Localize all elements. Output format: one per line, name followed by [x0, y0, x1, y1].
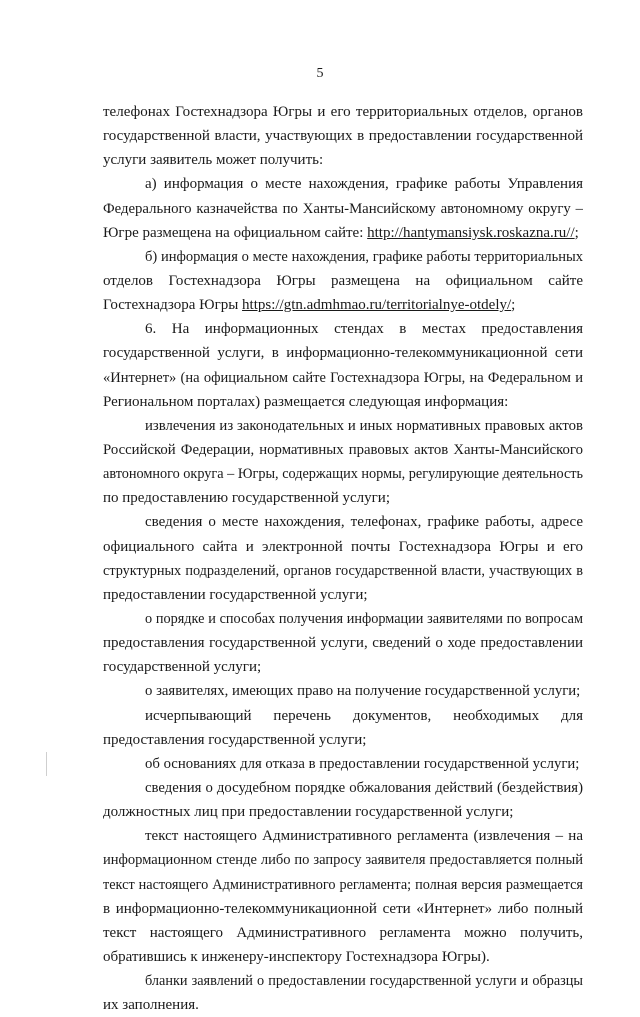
text-segment: Федерального казначейства по Ханты-Мансийскому автономному округу – [103, 200, 583, 217]
text-segment: автономного округа – Югры, содержащих нормы, регулирующие деятельность [103, 466, 583, 483]
text-segment: официального сайта и электронной почты Гостехнадзора Югры и его [103, 538, 583, 555]
text-segment: сведения о месте нахождения, телефонах, графике работы, адресе [145, 514, 583, 531]
text-line [103, 728, 583, 752]
text-line [103, 293, 583, 317]
text-segment: о порядке и способах получения информации заявителями по вопросам [145, 610, 583, 627]
text-segment: предоставлении государственной услуги; [103, 586, 368, 603]
text-segment: Региональном порталах) размещается следующая информация: [103, 393, 509, 410]
text-segment: предоставления государственной услуги, сведений о ходе предоставлении [103, 635, 583, 652]
text-line [103, 172, 583, 196]
text-segment: текст настоящего Административного регламента (извлечения – на [145, 828, 583, 845]
text-segment: текст настоящего Административного регламента можно получить, [103, 924, 583, 941]
text-segment: б) информация о месте нахождения, графике работы территориальных [145, 248, 583, 265]
text-line [103, 776, 583, 800]
text-line [103, 559, 583, 583]
text-line [103, 800, 583, 824]
text-segment: текст настоящего Административного регламента; полная версия размещается [103, 876, 583, 893]
text-segment: их заполнения. [103, 997, 199, 1014]
text-segment: в информационно-телекоммуникационной сети «Интернет» либо полный [103, 900, 583, 917]
text-segment: услуги заявитель может получить: [103, 152, 324, 169]
text-line [103, 438, 583, 462]
text-segment: а) информация о месте нахождения, графике работы Управления [145, 176, 583, 193]
text-segment: предоставления государственной услуги; [103, 731, 367, 748]
text-line [103, 341, 583, 365]
url-link[interactable]: https://gtn.admhmao.ru/territorialnye-otdely/ [242, 297, 512, 314]
text-line [103, 535, 583, 559]
text-line [103, 752, 583, 776]
page-number: 5 [316, 66, 324, 81]
text-segment: обратившись к инженеру-инспектору Гостехнадзора Югры). [103, 948, 490, 965]
text-line [103, 462, 583, 486]
text-segment: государственной услуги, в информационно-телекоммуникационной сети [103, 345, 583, 362]
text-segment: извлечения из законодательных и иных нормативных правовых актов [145, 417, 583, 434]
text-line [103, 148, 583, 172]
text-line [103, 510, 583, 534]
text-line [103, 969, 583, 993]
text-line [103, 414, 583, 438]
text-segment: отделов Гостехнадзора Югры размещена на официальном сайте [103, 272, 583, 289]
text-line [103, 583, 583, 607]
text-line [103, 390, 583, 414]
text-segment: 6. На информационных стендах в местах предоставления [145, 321, 583, 338]
text-line [103, 848, 583, 872]
text-line [103, 824, 583, 848]
text-line [103, 993, 583, 1017]
text-segment: информационном стенде либо по запросу заявителя предоставляется полный [103, 852, 583, 869]
text-line [103, 221, 583, 245]
margin-scan-mark [46, 752, 47, 776]
text-line [103, 897, 583, 921]
text-segment: сведения о досудебном порядке обжалования действий (бездействия) [145, 779, 583, 796]
body-text [103, 100, 583, 1017]
text-line [103, 921, 583, 945]
text-segment: об основаниях для отказа в предоставлении государственной услуги; [145, 755, 580, 772]
text-line [103, 679, 583, 703]
text-segment: по предоставлению государственной услуги; [103, 490, 391, 507]
text-segment: государственной власти, участвующих в предоставлении государственной [103, 128, 583, 145]
text-line [103, 124, 583, 148]
text-line [103, 704, 583, 728]
text-line [103, 607, 583, 631]
url-link[interactable]: http://hantymansiysk.roskazna.ru// [367, 224, 575, 241]
text-line [103, 945, 583, 969]
text-segment: Гостехнадзора Югры [103, 297, 243, 314]
text-segment: структурных подразделений, органов государственной власти, участвующих в [103, 562, 583, 579]
text-line [103, 317, 583, 341]
text-line [103, 486, 583, 510]
text-segment: государственной услуги; [103, 659, 262, 676]
text-segment: о заявителях, имеющих право на получение государственной услуги; [145, 683, 581, 700]
text-line [103, 655, 583, 679]
text-segment: должностных лиц при предоставлении государственной услуги; [103, 804, 514, 821]
text-segment: ; [511, 297, 516, 314]
text-segment: телефонах Гостехнадзора Югры и его территориальных отделов, органов [103, 104, 583, 120]
text-segment: «Интернет» (на официальном сайте Гостехнадзора Югры, на Федеральном и [103, 369, 583, 386]
text-line [103, 269, 583, 293]
text-line [103, 873, 583, 897]
text-line [103, 245, 583, 269]
text-line [103, 100, 583, 124]
text-segment: бланки заявлений о предоставлении государственной услуги и образцы [145, 973, 583, 990]
text-line [103, 197, 583, 221]
text-segment: исчерпывающий перечень документов, необходимых для [145, 707, 583, 724]
text-segment: Югре размещена на официальном сайте: [103, 224, 368, 241]
text-segment: Российской Федерации, нормативных правовых актов Ханты-Мансийского [103, 441, 583, 458]
text-segment: ; [574, 224, 579, 241]
text-line [103, 366, 583, 390]
text-line [103, 631, 583, 655]
